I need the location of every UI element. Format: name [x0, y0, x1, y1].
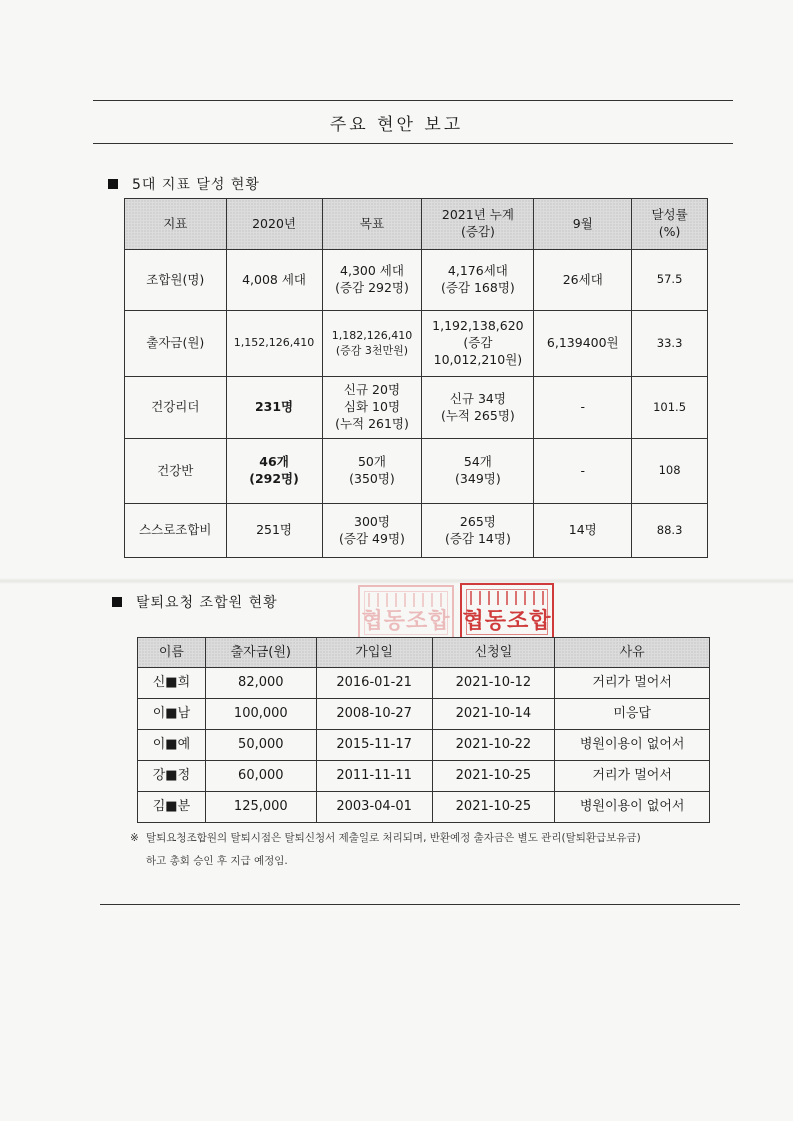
kpi-2020: 1,152,126,410	[226, 311, 322, 377]
member-name: 강■정	[138, 761, 206, 792]
member-joined: 2008-10-27	[316, 699, 432, 730]
table-row	[138, 761, 710, 792]
kpi-target: 4,300 세대 (증감 292명)	[322, 250, 422, 311]
kpi-target: 50개 (350명)	[322, 439, 422, 504]
kpi-table	[124, 198, 708, 558]
member-joined: 2016-01-21	[316, 668, 432, 699]
kpi-label: 조합원(명)	[125, 250, 227, 311]
table-row	[138, 699, 710, 730]
kpi-header-cell: 9월	[534, 199, 632, 250]
bullet-square-icon	[108, 179, 118, 189]
kpi-label: 건강리더	[125, 377, 227, 439]
kpi-2020: 4,008 세대	[226, 250, 322, 311]
kpi-target: 300명 (증감 49명)	[322, 504, 422, 558]
member-joined: 2011-11-11	[316, 761, 432, 792]
seal-text: 협동조합	[361, 609, 451, 634]
member-amount: 50,000	[205, 730, 316, 761]
kpi-row	[125, 250, 708, 311]
member-amount: 100,000	[205, 699, 316, 730]
kpi-rate: 88.3	[632, 504, 708, 558]
kpi-september: -	[534, 377, 632, 439]
bottom-rule	[100, 904, 740, 905]
seal-pattern	[368, 593, 444, 607]
member-applied: 2021-10-25	[432, 792, 555, 823]
kpi-target: 신규 20명 심화 10명 (누적 261명)	[322, 377, 422, 439]
member-reason: 미응답	[555, 699, 710, 730]
seal-text: 협동조합	[462, 609, 552, 634]
kpi-row	[125, 504, 708, 558]
kpi-rate: 101.5	[632, 377, 708, 439]
kpi-label: 건강반	[125, 439, 227, 504]
section-heading-kpi-text: 5대 지표 달성 현황	[132, 177, 260, 193]
member-name: 김■분	[138, 792, 206, 823]
kpi-header-cell: 2020년	[226, 199, 322, 250]
withdrawal-header-cell: 사유	[555, 638, 710, 668]
table-row	[138, 668, 710, 699]
kpi-cumulative: 1,192,138,620 (증감 10,012,210원)	[422, 311, 534, 377]
withdrawal-header-cell: 출자금(원)	[205, 638, 316, 668]
kpi-cumulative: 265명 (증감 14명)	[422, 504, 534, 558]
member-applied: 2021-10-22	[432, 730, 555, 761]
kpi-header-row	[125, 199, 708, 250]
member-reason: 병원이용이 없어서	[555, 792, 710, 823]
withdrawal-table	[137, 637, 710, 823]
member-amount: 60,000	[205, 761, 316, 792]
withdrawal-header-row	[138, 638, 710, 668]
member-amount: 82,000	[205, 668, 316, 699]
kpi-row	[125, 377, 708, 439]
footnote-line-1	[130, 827, 740, 850]
withdrawal-header-cell: 이름	[138, 638, 206, 668]
member-reason: 거리가 멀어서	[555, 761, 710, 792]
section-heading-withdrawal-text: 탈퇴요청 조합원 현황	[136, 595, 278, 611]
kpi-rate: 33.3	[632, 311, 708, 377]
kpi-2020: 231명	[226, 377, 322, 439]
kpi-cumulative: 54개 (349명)	[422, 439, 534, 504]
bullet-square-icon	[112, 597, 122, 607]
member-amount: 125,000	[205, 792, 316, 823]
member-joined: 2015-11-17	[316, 730, 432, 761]
section-heading-kpi	[108, 174, 260, 194]
footnote	[130, 827, 740, 873]
kpi-cumulative: 4,176세대 (증감 168명)	[422, 250, 534, 311]
table-row	[138, 730, 710, 761]
withdrawal-header-cell: 가입일	[316, 638, 432, 668]
member-name: 이■예	[138, 730, 206, 761]
withdrawal-header-cell: 신청일	[432, 638, 555, 668]
member-applied: 2021-10-14	[432, 699, 555, 730]
paper-fold-shadow	[0, 578, 793, 584]
kpi-2020: 46개 (292명)	[226, 439, 322, 504]
member-applied: 2021-10-25	[432, 761, 555, 792]
kpi-header-cell: 지표	[125, 199, 227, 250]
member-applied: 2021-10-12	[432, 668, 555, 699]
kpi-label: 스스로조합비	[125, 504, 227, 558]
kpi-target: 1,182,126,410 (증감 3천만원)	[322, 311, 422, 377]
kpi-cumulative: 신규 34명 (누적 265명)	[422, 377, 534, 439]
title-rule	[93, 143, 733, 144]
member-name: 신■희	[138, 668, 206, 699]
footnote-text-2: 하고 총회 승인 후 지급 예정임.	[146, 855, 288, 867]
kpi-header-cell: 달성률 (%)	[632, 199, 708, 250]
kpi-rate: 57.5	[632, 250, 708, 311]
kpi-header-cell: 2021년 누계 (증감)	[422, 199, 534, 250]
kpi-rate: 108	[632, 439, 708, 504]
kpi-september: -	[534, 439, 632, 504]
seal-stamp-faint	[358, 585, 454, 641]
note-symbol: ※	[130, 832, 139, 844]
kpi-row	[125, 311, 708, 377]
member-reason: 병원이용이 없어서	[555, 730, 710, 761]
kpi-2020: 251명	[226, 504, 322, 558]
section-heading-withdrawal	[112, 592, 278, 612]
seal-stamp	[460, 583, 554, 641]
table-row	[138, 792, 710, 823]
kpi-row	[125, 439, 708, 504]
kpi-label: 출자금(원)	[125, 311, 227, 377]
footnote-text-1: 탈퇴요청조합원의 탈퇴시점은 탈퇴신청서 제출일로 처리되며, 반환예정 출자금은 별도 관리(탈퇴환급보유금)	[146, 832, 641, 844]
document-title: 주요 현안 보고	[329, 115, 464, 135]
kpi-september: 6,139400원	[534, 311, 632, 377]
kpi-september: 14명	[534, 504, 632, 558]
kpi-header-cell: 목표	[322, 199, 422, 250]
top-rule	[93, 100, 733, 101]
member-reason: 거리가 멀어서	[555, 668, 710, 699]
kpi-september: 26세대	[534, 250, 632, 311]
member-joined: 2003-04-01	[316, 792, 432, 823]
seal-pattern	[470, 591, 544, 605]
member-name: 이■남	[138, 699, 206, 730]
